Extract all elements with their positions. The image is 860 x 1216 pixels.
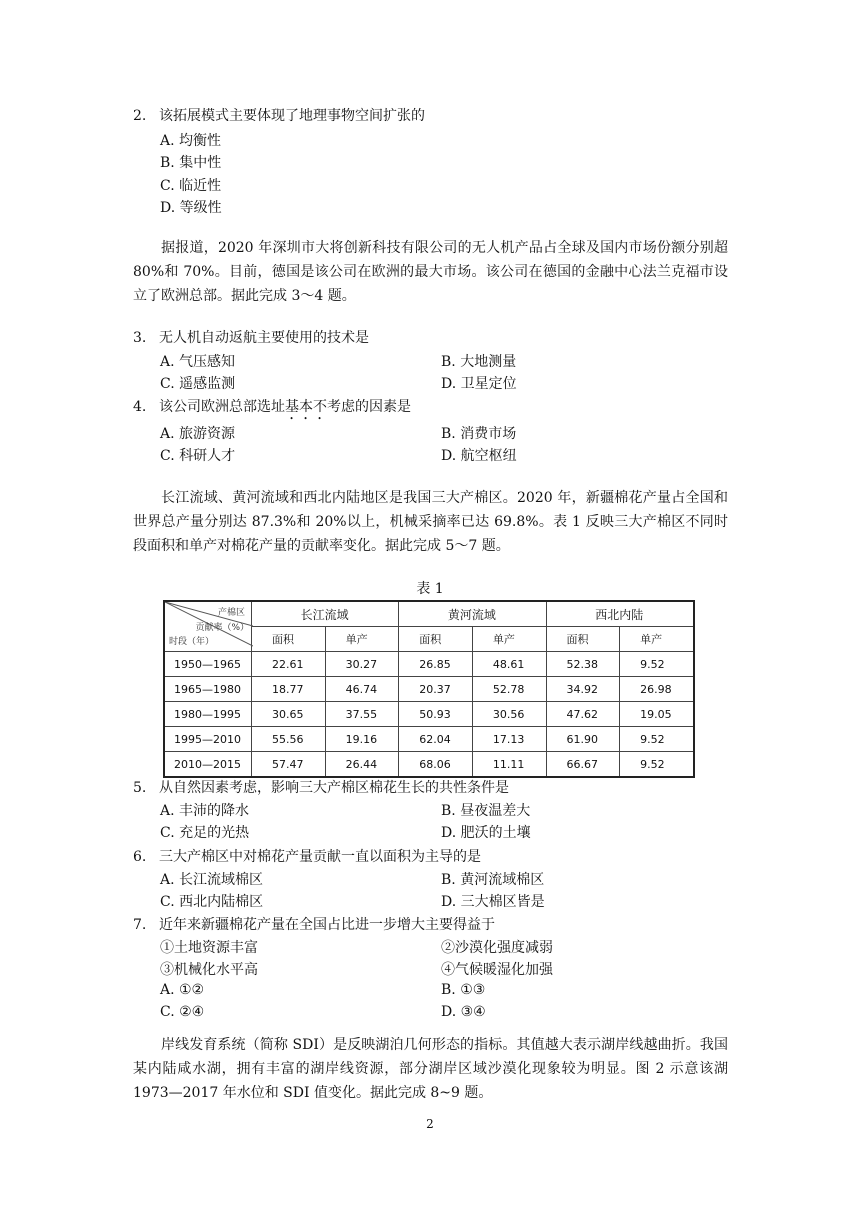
option-c: C. 充足的光热 (160, 825, 250, 841)
question-text: 近年来新疆棉花产量在全国占比进一步增大主要得益于 (159, 917, 495, 933)
value-cell: 57.47 (252, 752, 326, 778)
table-caption: 表 1 (416, 581, 444, 597)
statement-4: ④气候暖湿化加强 (441, 962, 553, 978)
value-cell: 18.77 (252, 677, 326, 702)
question-text: 三大产棉区中对棉花产量贡献一直以面积为主导的是 (159, 849, 481, 865)
period-cell: 1950—1965 (164, 652, 252, 677)
option-a: A. 气压感知 (160, 354, 236, 370)
table-row (164, 702, 694, 727)
value-cell: 9.52 (620, 727, 694, 752)
value-cell: 26.85 (399, 652, 473, 677)
option-a: A. 旅游资源 (160, 426, 236, 442)
question-text: 从自然因素考虑，影响三大产棉区棉花生长的共性条件是 (159, 780, 509, 796)
question-number: 5. (133, 780, 147, 796)
question-number: 7. (133, 917, 147, 933)
option-c: C. 科研人才 (160, 448, 236, 464)
option-d: D. 航空枢纽 (441, 448, 517, 464)
question-6-stem (133, 846, 481, 866)
option-d: D. ③④ (441, 1004, 486, 1020)
value-cell: 48.61 (472, 652, 546, 677)
option-a: A. 长江流域棉区 (160, 872, 264, 888)
period-cell: 1980—1995 (164, 702, 252, 727)
subheader-area: 面积 (252, 627, 326, 652)
statement-2: ②沙漠化强度减弱 (441, 940, 553, 956)
value-cell: 11.11 (472, 752, 546, 778)
region-header-xibei: 西北内陆 (546, 601, 694, 627)
statement-3: ③机械化水平高 (160, 962, 258, 978)
period-cell: 1995—2010 (164, 727, 252, 752)
value-cell: 22.61 (252, 652, 326, 677)
option-b: B. 昼夜温差大 (441, 803, 531, 819)
option-a: A. 均衡性 (160, 133, 222, 149)
value-cell: 52.78 (472, 677, 546, 702)
subheader-yield: 单产 (325, 627, 399, 652)
passage-drone: 据报道，2020 年深圳市大将创新科技有限公司的无人机产品占全球及国内市场份额分别超 80%和 70%。目前，德国是该公司在欧洲的最大市场。该公司在德国的金融中心法兰克福市设立了欧洲总部。据此完成 3～4 题。 (133, 240, 728, 304)
passage-lake: 岸线发育系统（简称 SDI）是反映湖泊几何形态的指标。其值越大表示湖岸线越曲折。我国某内陆咸水湖，拥有丰富的湖岸线资源，部分湖岸区域沙漠化现象较为明显。图 2 示意该湖 1973—2017 年水位和 SDI 值变化。据此完成 8~9 题。 (133, 1037, 728, 1101)
value-cell: 46.74 (325, 677, 399, 702)
question-number: 6. (133, 849, 147, 865)
option-d: D. 等级性 (160, 200, 222, 216)
table-row (164, 752, 694, 778)
question-number: 3. (133, 330, 147, 346)
option-b: B. 黄河流域棉区 (441, 872, 545, 888)
value-cell: 55.56 (252, 727, 326, 752)
table-corner-header (164, 601, 252, 652)
value-cell: 30.56 (472, 702, 546, 727)
option-a: A. ①② (160, 982, 205, 998)
table-row (164, 727, 694, 752)
question-number: 4. (133, 399, 147, 415)
question-2-stem (133, 105, 425, 125)
option-c: C. 临近性 (160, 178, 222, 194)
period-cell: 1965—1980 (164, 677, 252, 702)
corner-label-rate: 贡献率（%） (195, 623, 249, 633)
option-c: C. 遥感监测 (160, 376, 236, 392)
value-cell: 62.04 (399, 727, 473, 752)
value-cell: 19.05 (620, 702, 694, 727)
question-4-stem (133, 396, 411, 423)
question-text: 考虑的因素是 (327, 399, 411, 415)
question-7-stem (133, 914, 495, 934)
subheader-yield: 单产 (472, 627, 546, 652)
value-cell: 66.67 (546, 752, 620, 778)
subheader-area: 面积 (546, 627, 620, 652)
option-c: C. ②④ (160, 1004, 205, 1020)
value-cell: 26.44 (325, 752, 399, 778)
period-cell: 2010—2015 (164, 752, 252, 778)
table-row (164, 677, 694, 702)
option-d: D. 三大棉区皆是 (441, 894, 545, 910)
option-c: C. 西北内陆棉区 (160, 894, 264, 910)
value-cell: 9.52 (620, 752, 694, 778)
region-header-huanghe: 黄河流域 (399, 601, 546, 627)
option-d: D. 卫星定位 (441, 376, 517, 392)
option-b: B. 大地测量 (441, 354, 517, 370)
question-number: 2. (133, 108, 147, 124)
corner-label-period: 时段（年） (169, 637, 215, 647)
option-d: D. 肥沃的土壤 (441, 825, 531, 841)
statement-1: ①土地资源丰富 (160, 940, 258, 956)
value-cell: 26.98 (620, 677, 694, 702)
question-text: 无人机自动返航主要使用的技术是 (159, 330, 369, 346)
value-cell: 17.13 (472, 727, 546, 752)
value-cell: 68.06 (399, 752, 473, 778)
value-cell: 34.92 (546, 677, 620, 702)
question-text: 该公司欧洲总部选址 (159, 399, 285, 415)
subheader-area: 面积 (399, 627, 473, 652)
region-header-changjiang: 长江流域 (252, 601, 399, 627)
value-cell: 61.90 (546, 727, 620, 752)
value-cell: 52.38 (546, 652, 620, 677)
emphasized-text: 基本不 (285, 399, 327, 415)
question-5-stem (133, 777, 509, 797)
passage-cotton: 长江流域、黄河流域和西北内陆地区是我国三大产棉区。2020 年，新疆棉花产量占全国和世界总产量分别达 87.3%和 20%以上，机械采摘率已达 69.8%。表 1 反映三大产棉区不同时段面积和单产对棉花产量的贡献率变化。据此完成 5～7 题。 (133, 490, 728, 554)
option-a: A. 丰沛的降水 (160, 803, 250, 819)
table-row (164, 652, 694, 677)
subheader-yield: 单产 (620, 627, 694, 652)
value-cell: 19.16 (325, 727, 399, 752)
page-number: 2 (426, 1117, 434, 1131)
cotton-contribution-table (163, 600, 695, 778)
value-cell: 9.52 (620, 652, 694, 677)
option-b: B. 消费市场 (441, 426, 517, 442)
value-cell: 30.65 (252, 702, 326, 727)
question-3-stem (133, 327, 369, 347)
value-cell: 47.62 (546, 702, 620, 727)
question-text: 该拓展模式主要体现了地理事物空间扩张的 (159, 108, 425, 124)
option-b: B. 集中性 (160, 155, 222, 171)
value-cell: 30.27 (325, 652, 399, 677)
value-cell: 20.37 (399, 677, 473, 702)
value-cell: 37.55 (325, 702, 399, 727)
value-cell: 50.93 (399, 702, 473, 727)
option-b: B. ①③ (441, 982, 486, 998)
corner-label-region: 产棉区 (217, 608, 245, 618)
